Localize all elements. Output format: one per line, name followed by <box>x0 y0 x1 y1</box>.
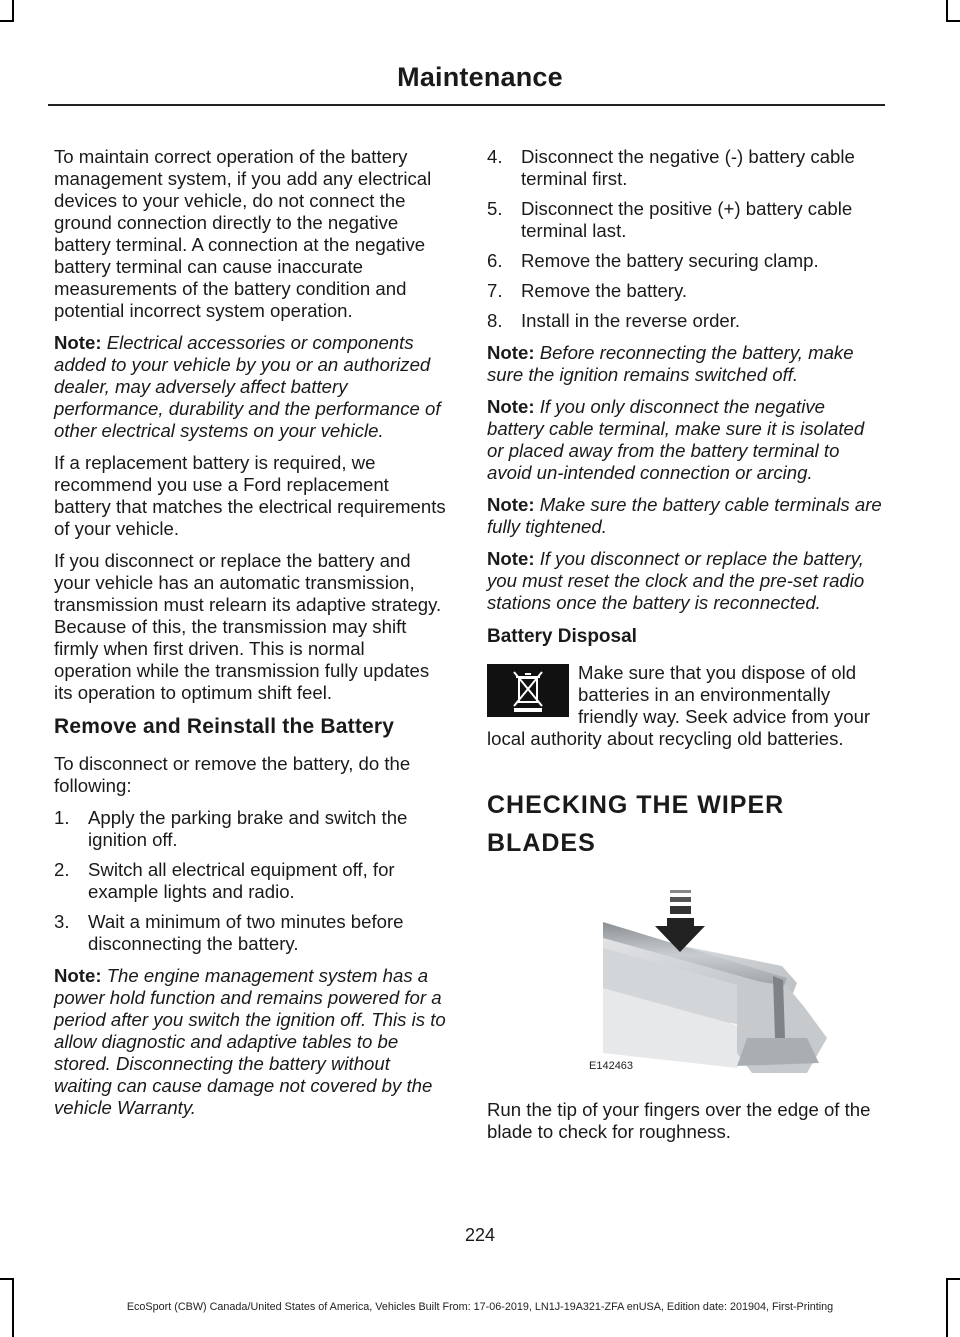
note-power-hold <box>54 965 447 1119</box>
step-text: Remove the battery. <box>521 280 688 301</box>
right-column <box>487 146 883 1153</box>
section-heading-battery-disposal: Battery Disposal <box>487 626 637 647</box>
steps-list-1 <box>54 807 447 955</box>
step-number: 5. <box>487 198 503 219</box>
steps-list-2 <box>487 146 883 332</box>
note-text: Before reconnecting the battery, make sure the ignition remains switched off. <box>487 342 854 385</box>
note-label: Note: <box>487 494 535 515</box>
note-text: Make sure the battery cable terminals are fully tightened. <box>487 494 882 537</box>
step-text: Disconnect the positive (+) battery cable terminal last. <box>521 198 853 241</box>
step-text: Install in the reverse order. <box>521 310 741 331</box>
page-number: 224 <box>464 1225 496 1245</box>
list-item <box>487 280 883 302</box>
step-number: 7. <box>487 280 503 301</box>
note-label: Note: <box>487 548 535 569</box>
note-electrical-accessories <box>54 332 447 442</box>
wiper-check-paragraph: Run the tip of your fingers over the edge of the blade to check for roughness. <box>487 1099 871 1142</box>
replacement-paragraph: If a replacement battery is required, we recommend you use a Ford replacement battery that matches the electrical requirements of your vehicle. <box>54 452 446 539</box>
crop-mark <box>12 0 14 22</box>
crop-mark <box>946 20 960 22</box>
step-number: 6. <box>487 250 503 271</box>
left-column <box>54 146 447 1129</box>
disposal-text: Make sure that you dispose of old batteries in an environmentally friendly way. Seek advice from your local authority about recycling old batteries. <box>487 662 871 749</box>
note-text: If you disconnect or replace the battery, you must reset the clock and the pre-set radio stations once the battery is reconnected. <box>487 548 865 613</box>
list-item <box>487 250 883 272</box>
step-number: 3. <box>54 911 70 932</box>
crop-mark <box>946 0 948 22</box>
list-item <box>54 911 447 955</box>
step-number: 8. <box>487 310 503 331</box>
transmission-paragraph: If you disconnect or replace the battery and your vehicle has an automatic transmission, transmission must relearn its adaptive strategy. Because of this, the transmission may shift firmly when first driven. This is normal operation while the transmission fully updates its operation to optimum shift feel. <box>54 550 442 703</box>
note-label: Note: <box>54 965 102 986</box>
figure-id: E142463 <box>589 1060 634 1072</box>
recycle-bin-icon <box>487 664 569 717</box>
note-label: Note: <box>54 332 102 353</box>
step-text: Apply the parking brake and switch the ignition off. <box>88 807 408 850</box>
list-item <box>487 146 883 190</box>
crop-mark <box>0 20 14 22</box>
heading-line-1: CHECKING THE WIPER <box>487 791 785 819</box>
footer-text: EcoSport (CBW) Canada/United States of America, Vehicles Built From: 17-06-2019, LN1J-19A321-ZFA enUSA, Edition date: 201904, First-Printing <box>126 1301 834 1313</box>
note-label: Note: <box>487 342 535 363</box>
list-item <box>54 859 447 903</box>
note-reset-clock <box>487 548 883 614</box>
step-number: 4. <box>487 146 503 167</box>
note-label: Note: <box>487 396 535 417</box>
step-number: 1. <box>54 807 70 828</box>
crop-mark <box>0 1278 14 1280</box>
section-heading-wiper-blades <box>487 786 883 862</box>
note-negative-terminal <box>487 396 883 484</box>
wiper-blade-illustration <box>587 888 877 1083</box>
list-item <box>487 198 883 242</box>
page-header-title: Maintenance <box>397 62 563 92</box>
step-text: Remove the battery securing clamp. <box>521 250 819 271</box>
note-text: If you only disconnect the negative battery cable terminal, make sure it is isolated or placed away from the battery terminal to avoid un-intended connection or arcing. <box>487 396 865 483</box>
heading-line-2: BLADES <box>487 829 596 857</box>
note-text: The engine management system has a power hold function and remains powered for a period after you switch the ignition off. This is to allow diagnostic and adaptive tables to be stored. Disconnecting the battery without waiting can cause damage not covered by the vehicle Warranty. <box>54 965 446 1118</box>
step-text: Switch all electrical equipment off, for example lights and radio. <box>88 859 395 902</box>
intro-paragraph: To maintain correct operation of the battery management system, if you add any electrical devices to your vehicle, do not connect the ground connection directly to the negative battery terminal. A connection at the negative battery terminal can cause inaccurate measurements of the battery condition and potential incorrect system operation. <box>54 146 432 321</box>
note-terminals-tightened <box>487 494 883 538</box>
step-text: Wait a minimum of two minutes before disconnecting the battery. <box>88 911 404 954</box>
note-text: Electrical accessories or components added to your vehicle by you or an authorized dealer, may adversely affect battery performance, durability and the performance of other electrical systems on your vehicle. <box>54 332 441 441</box>
crop-mark <box>946 1278 960 1280</box>
list-item <box>54 807 447 851</box>
list-item <box>487 310 883 332</box>
step-number: 2. <box>54 859 70 880</box>
disposal-block <box>487 662 883 750</box>
step-text: Disconnect the negative (-) battery cable terminal first. <box>521 146 855 189</box>
wiper-blade-drawing <box>587 888 877 1083</box>
section-heading-remove-reinstall: Remove and Reinstall the Battery <box>54 715 395 738</box>
note-reconnecting <box>487 342 883 386</box>
header-rule <box>48 104 885 106</box>
disconnect-intro: To disconnect or remove the battery, do the following: <box>54 753 411 796</box>
